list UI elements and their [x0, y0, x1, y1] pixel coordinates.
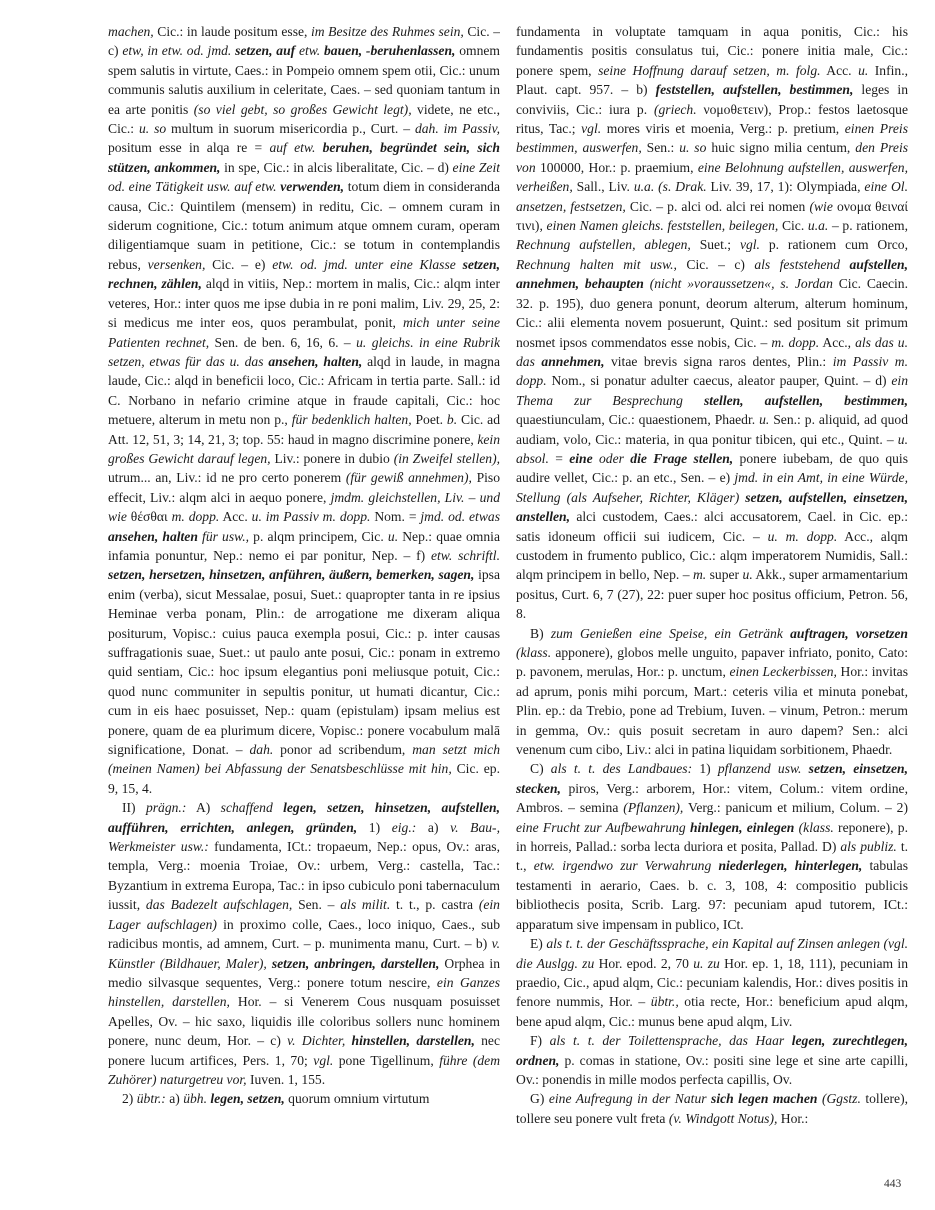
entry-paragraph: E) als t. t. der Geschäftssprache, ein Kapital auf Zinsen anlegen (vgl. die Auslgg. zu Hor. epod. 2, 70 u. zu Hor. ep. 1, 18, 111), pecuniam in praedio, Cic., apud alqm, Cic.: pecuniam kalendis, Hor.: dives positis in fenore nummis, Hor. – übtr., otia recte, Hor.: beneficium apud alqm, bene apud alqm, Cic.: munus bene apud alqm, Liv.	[516, 936, 908, 1029]
left-column	[108, 22, 500, 1172]
entry-paragraph: machen, Cic.: in laude positum esse, im Besitze des Ruhmes sein, Cic. – c) etw, in etw. od. jmd. setzen, auf etw. bauen, -beruhenlassen, omnem spem salutis in virtute, Caes.: in Pompeio omnem spem otii, Cic.: unum communis salutis auxilium in celeritate, Caes. – sed quoniam tantum in ea arte ponitis (so viel gebt, so großes Gewicht legt), videte, ne etc., Cic.: u. so multum in suorum misericordia p., Curt. – dah. im Passiv, positum esse in alqa re = auf etw. beruhen, begründet sein, sich stützen, ankommen, in spe, Cic.: in alcis liberalitate, Cic. – d) eine Zeit od. eine Tätigkeit usw. auf etw. verwenden, totum diem in consideranda causa, Cic.: Quintilem (mensem) in reditu, Cic. – omnem curam in siderum cognitione, Cic.: totum animum atque omnem curam, operam diligentiamque suam in petitione, Cic.: se totum in contemplandis rebus, versenken, Cic. – e) etw. od. jmd. unter eine Klasse setzen, rechnen, zählen, alqd in vitiis, Nep.: mortem in malis, Cic.: alqm inter veteres, Hor.: inter quos me ipse dubia in re poni malim, Liv. 29, 25, 2: si medicus me inter eos, quos perambulat, ponit, mich unter seine Patienten rechnet, Sen. de ben. 6, 16, 6. – u. gleichs. in eine Rubrik setzen, etwas für das u. das ansehen, halten, alqd in laude, in magna laude, Cic.: alqd in beneficii loco, Cic.: Africam in tertia parte. Sall.: id C. Norbano in nefario crimine atque in fraude capitali, Cic.: hoc metuere, alterum in metu non p., für bedenklich halten, Poet. b. Cic. ad Att. 12, 51, 3; 14, 21, 3; top. 55: haud in magno discrimine ponere, kein großes Gewicht darauf legen, Liv.: ponere in dubio (in Zweifel stellen), utrum... an, Liv.: id ne pro certo ponerem (für gewiß annehmen), Piso effecit, Liv.: alqm alci in aequo ponere, jmdm. gleichstellen, Liv. – und wie θέσθαι m. dopp. Acc. u. im Passiv m. dopp. Nom. = jmd. od. etwas ansehen, halten für usw., p. alqm principem, Cic. u. Nep.: quae omnia infamia ponuntur, Nep.: nemo ei par ponitur, Nep. – f) etw. schriftl. setzen, hersetzen, hinsetzen, anführen, äußern, bemerken, sagen, ipsa enim (verba), sicut Messalae, posui, Suet.: quapropter tanta in re ipsius Heminae verba ponam, Plin.: de arrogatione me dixeram aliqua positurum, Vopisc.: cuius pauca exempla posui, Cic.: p. inter causas suffragationis suae, Suet.: ut paulo ante posui, Cic.: ponam in extremo quid sentiam, Cic.: hoc ipsum elegantius poni meliusque potuit, Cic.: quod nunc communiter in sepultis ponitur, ut humati dicantur, Cic.: cum in eis haec posuisset, Nep.: quam (epistulam) ipsam melius est ponere, quam de ea plurimum dicere, Vopisc.: ponere vocabulum malā significatione, Donat. – dah. ponor ad scribendum, man setzt mich (meinen Namen) bei Abfassung der Senatsbeschlüsse mit hin, Cic. ep. 9, 15, 4.	[108, 24, 500, 796]
entry-paragraph: F) als t. t. der Toilettensprache, das Haar legen, zurechtlegen, ordnen, p. comas in statione, Ov.: positi sine lege et sine arte capilli, Ov.: ponendis in mille modos perfecta capillis, Ov.	[516, 1033, 908, 1087]
entry-paragraph: 2) übtr.: a) übh. legen, setzen, quorum omnium virtutum	[122, 1091, 430, 1107]
entry-paragraph: C) als t. t. des Landbaues: 1) pflanzend usw. setzen, einsetzen, stecken, piros, Verg.: arborem, Hor.: vitem, Colum.: vitem ordine, Ambros. – semina (Pflanzen), Verg.: panicum et milium, Colum. – 2) eine Frucht zur Aufbewahrung hinlegen, einlegen (klass. reponere), p. in horreis, Pallad.: sorba lecta duriora et posita, Pallad. D) als publiz. t. t., etw. irgendwo zur Verwahrung niederlegen, hinterlegen, tabulas testamenti in aerario, Caes. b. c. 3, 108, 4: compositio publicis bibliothecis posita, Scrib. Larg. 97: pecuniam apud tutorem, ICt.: apparatum sive impensam in publico, ICt.	[516, 761, 908, 932]
entry-paragraph: fundamenta in voluptate tamquam in aqua ponitis, Cic.: his fundamentis positis consulatus tui, Cic.: ponere initia male, Cic.: ponere spem, seine Hoffnung darauf setzen, m. folg. Acc. u. Infin., Plaut. capt. 957. – b) feststellen, aufstellen, bestimmen, leges in conviviis, Cic.: iura p. (griech. νομοθετειν), Prop.: festos laetosque ritus, Tac.; vgl. mores viris et moenia, Verg.: p. pretium, einen Preis bestimmen, auswerfen, Sen.: u. so huic signo milia centum, den Preis von 100000, Hor.: p. praemium, eine Belohnung aufstellen, auswerfen, verheißen, Sall., Liv. u.a. (s. Drak. Liv. 39, 17, 1): Olympiada, eine Ol. ansetzen, festsetzen, Cic. – p. alci od. alci rei nomen (wie ονομα θειναί τινι), einen Namen gleichs. feststellen, beilegen, Cic. u.a. – p. rationem, Rechnung aufstellen, ablegen, Suet.; vgl. p. rationem cum Orco, Rechnung halten mit usw., Cic. – c) als feststehend aufstellen, annehmen, behaupten (nicht »voraussetzen«, s. Jordan Cic. Caecin. 32. p. 195), duo genera ponunt, deorum alterum, alterum hominum, Cic.: alii elementa novem posuerunt, Quint.: sed positum sit primum nosmet ipsos commendatos esse nobis, Cic. – m. dopp. Acc., als das u. das annehmen, vitae brevis signa raros dentes, Plin.: im Passiv m. dopp. Nom., si ponatur adulter caecus, aleator pauper, Quint. – d) ein Thema zur Besprechung stellen, aufstellen, bestimmen, quaestiunculam, Cic.: quaestionem, Phaedr. u. Sen.: p. aliquid, ad quod audiam, volo, Cic.: materia, in qua ponitur tibicen, qui etc., Quint. – u. absol. = eine oder die Frage stellen, ponere iubebam, de quo quis audire vellet, Cic.: p. an etc., Sen. – e) jmd. in ein Amt, in eine Würde, Stellung (als Aufseher, Richter, Kläger) setzen, aufstellen, einsetzen, anstellen, alci custodem, Caes.: alci accusatorem, Cael. in Cic. ep.: satis idoneum officii sui iudicem, Cic. – u. m. dopp. Acc., alqm custodem in frumento publico, Cic.: alqm imperatorem Numidis, Sall.: alqm principem in bello, Nep. – m. super u. Akk., super armamentarium positus, Curt. 6, 7 (27), 22: puer super hoc positus officium, Petron. 56, 8.	[516, 24, 908, 622]
entry-paragraph: G) eine Aufregung in der Natur sich legen machen (Ggstz. tollere), tollere seu ponere vult freta (v. Windgott Notus), Hor.:	[516, 1091, 908, 1126]
entry-paragraph: B) zum Genießen eine Speise, ein Getränk auftragen, vorsetzen (klass. apponere), globos melle unguito, papaver infriato, ponito, Cato: p. pavonem, merulas, Hor.: p. unctum, einen Leckerbissen, Hor.: invitas ad aprum, ponis mihi porcum, Mart.: ceteris vilia et minuta ponebat, Plin. ep.: da Trebio, pone ad Trebium, Iuven. – vinum, Petron.: merum in gemma, Ov.: quis posuit secretam in auro dapem? Sen.: alci venenum cum cibo, Liv.: alci in patina liquidam sorbitionem, Phaedr.	[516, 625, 908, 758]
right-column	[516, 22, 908, 1172]
entry-paragraph: II) prägn.: A) schaffend legen, setzen, hinsetzen, aufstellen, aufführen, errichten, anlegen, gründen, 1) eig.: a) v. Bau-, Werkmeister usw.: fundamenta, ICt.: tropaeum, Nep.: opus, Ov.: aras, templa, Verg.: moenia Troiae, Ov.: urbem, Verg.: castella, Tac.: Byzantium in extrema Europa, Tac.: in ipso cubiculo poni tabernaculum iussit, das Badezelt aufschlagen, Sen. – als milit. t. t., p. castra (ein Lager aufschlagen) in proximo colle, Caes., loco iniquo, Caes., sub radicibus montis, ad amnem, Curt. – p. munimenta manu, Curt. – b) v. Künstler (Bildhauer, Maler), setzen, anbringen, darstellen, Orphea in medio silvasque sequentes, Verg.: ponere totum nescire, ein Ganzes hinstellen, darstellen, Hor. – si Venerem Cous nusquam posuisset Apelles, Ov. – hic saxo, liquidis ille coloribus sollers nunc hominem ponere, nunc deum, Hor. – c) v. Dichter, hinstellen, darstellen, nec ponere lucum artifices, Pers. 1, 70; vgl. pone Tigellinum, führe (dem Zuhörer) naturgetreu vor, Iuven. 1, 155.	[108, 800, 500, 1087]
page-number: 443	[884, 1178, 902, 1190]
